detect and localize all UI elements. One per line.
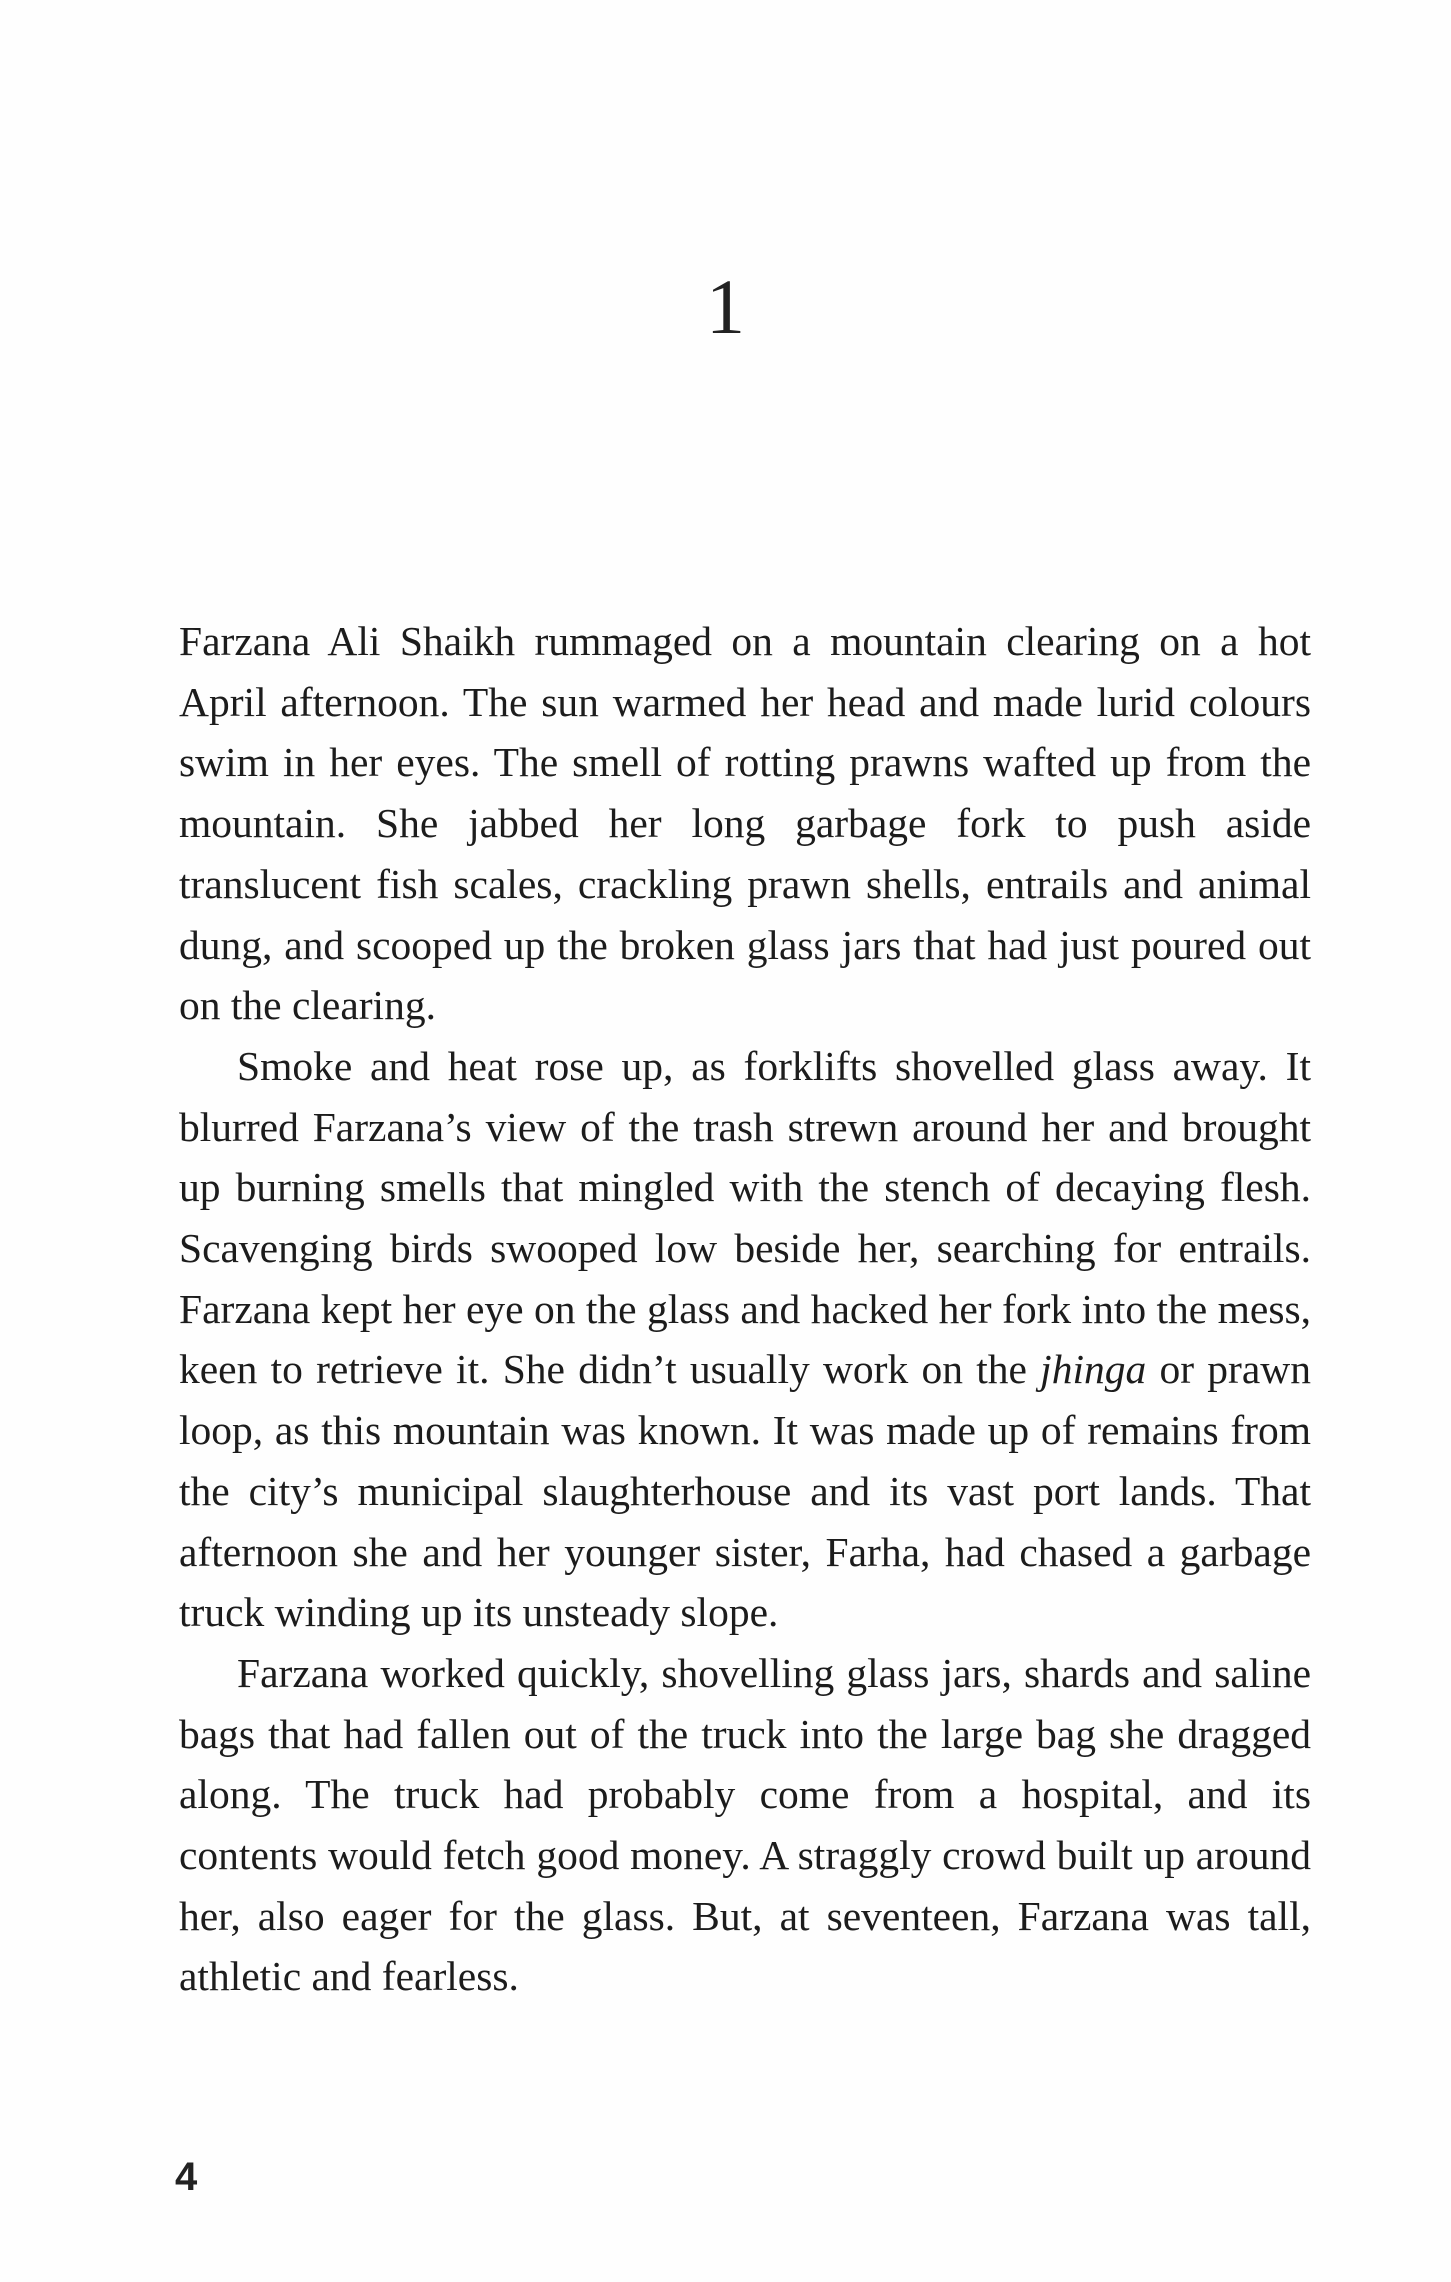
chapter-number: 1 xyxy=(706,263,745,350)
paragraph-2-text-start: Smoke and heat rose up, as forklifts shovelled glass away. It blurred Farzana’s view of the trash strewn around her and brought up burning smells that mingled with the stench of decaying flesh. Scavenging birds swooped low beside her, searching for entrails. Farzana kept her eye on the glass and hacked her fork into the mess, keen to retrieve it. She didn’t usually work on the xyxy=(179,1042,1311,1393)
chapter-body-text xyxy=(179,611,1311,2007)
italic-term-jhinga: jhinga xyxy=(1040,1346,1147,1393)
paragraph-2 xyxy=(179,1036,1311,1643)
paragraph-1: Farzana Ali Shaikh rummaged on a mountain clearing on a hot April afternoon. The sun warmed her head and made lurid colours swim in her eyes. The smell of rotting prawns wafted up from the mountain. She jabbed her long garbage fork to push aside translucent fish scales, crackling prawn shells, entrails and animal dung, and scooped up the broken glass jars that had just poured out on the clearing. xyxy=(179,618,1311,1029)
paragraph-2-text-end: or prawn loop, as this mountain was known. It was made up of remains from the city’s municipal slaughterhouse and its vast port lands. That afternoon she and her younger sister, Farha, had chased a garbage truck winding up its unsteady slope. xyxy=(179,1346,1311,1636)
paragraph-3: Farzana worked quickly, shovelling glass jars, shards and saline bags that had fallen out of the truck into the large bag she dragged along. The truck had probably come from a hospital, and its contents would fetch good money. A straggly crowd built up around her, also eager for the glass. But, at seventeen, Farzana was tall, athletic and fearless. xyxy=(179,1649,1311,2000)
page-number: 4 xyxy=(175,2155,198,2199)
